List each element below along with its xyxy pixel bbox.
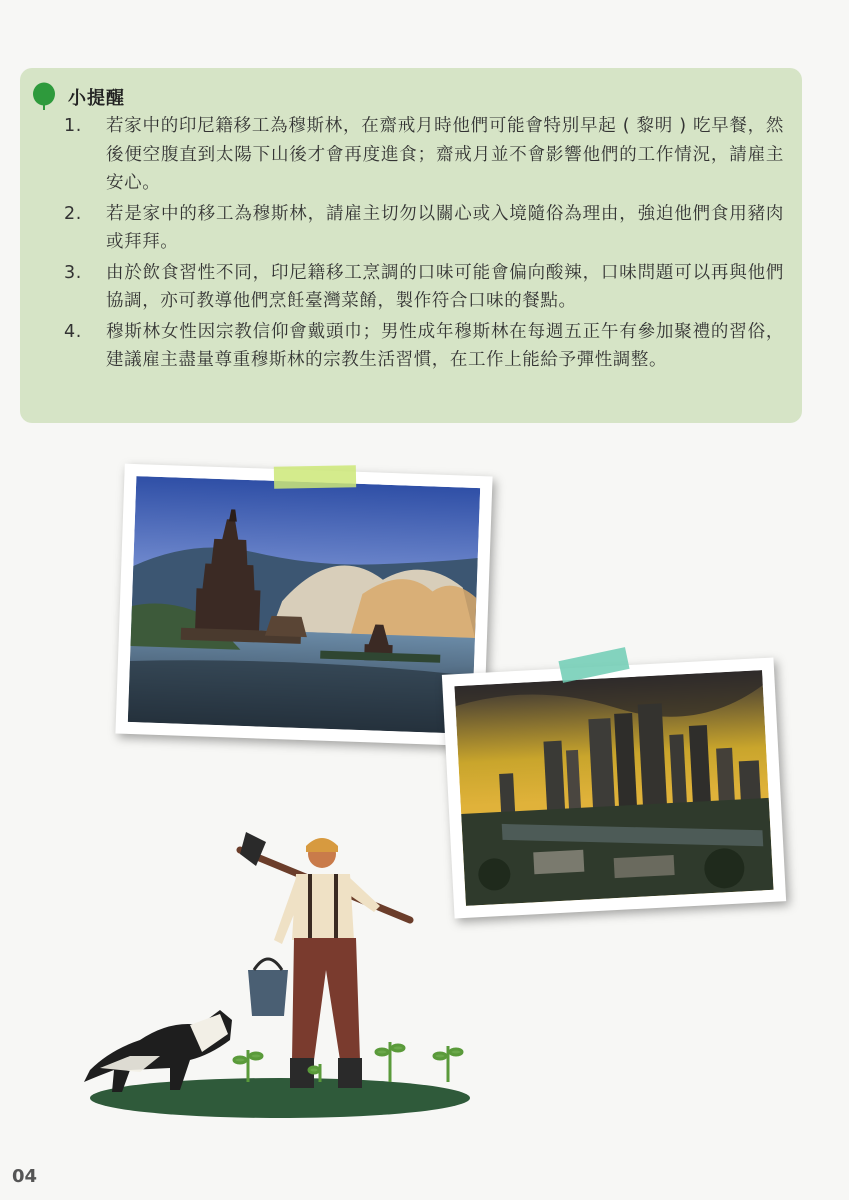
tip-item-text: 若是家中的移工為穆斯林，請雇主切勿以關心或入境隨俗為理由，強迫他們食用豬肉或拜拜。 [106,203,784,252]
tip-item-text: 若家中的印尼籍移工為穆斯林，在齋戒月時他們可能會特別早起 ( 黎明 ) 吃早餐，然後便空腹直到太陽下山後才會再度進食；齋戒月並不會影響他們的工作情況，請雇主安心。 [106,116,784,193]
leaf-icon [32,82,56,110]
tip-title: 小提醒 [68,88,125,109]
tip-item-number: 2. [64,203,82,224]
tip-item-number: 3. [64,262,82,283]
photo-bali-temple [115,464,492,747]
tip-item-text: 由於飲食習性不同，印尼籍移工烹調的口味可能會偏向酸辣，口味問題可以再與他們協調，亦可教導他們烹飪臺灣菜餚，製作符合口味的餐點。 [106,262,784,311]
bali-temple-image [128,476,480,734]
farmer-dog-illustration [70,820,490,1120]
tape-strip [274,465,356,488]
tip-box [20,68,802,423]
tip-item-text: 穆斯林女性因宗教信仰會戴頭巾；男性成年穆斯林在每週五正午有參加聚禮的習俗，建議雇主盡量尊重穆斯林的宗教生活習慣，在工作上能給予彈性調整。 [106,321,784,370]
page-number: 04 [12,1166,38,1187]
tip-item-4 [64,318,784,375]
photo-jakarta-skyline [442,657,786,918]
tip-list [64,112,784,377]
tip-item-1 [64,112,784,198]
tip-item-2 [64,200,784,257]
tip-item-number: 1. [64,116,82,136]
tip-item-number: 4. [64,321,82,342]
tip-item-3 [64,259,784,316]
jakarta-skyline-image [454,670,773,906]
